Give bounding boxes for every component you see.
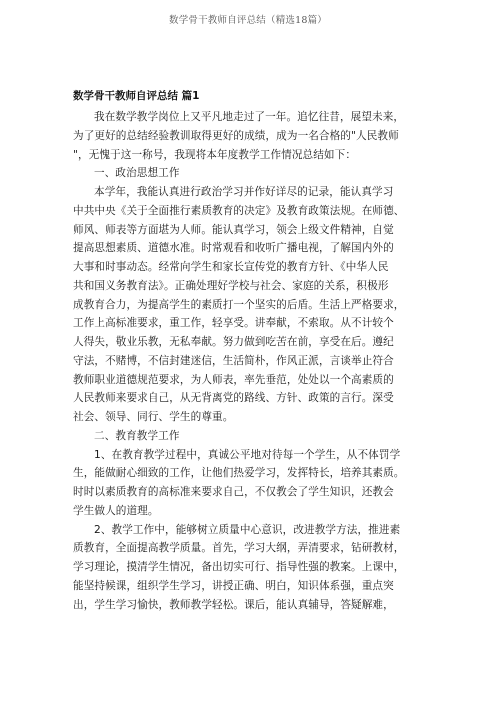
body-line: 师风、师表等方面堪为人师。能认真学习，领会上级文件精神，自觉 [73,223,394,236]
body-line: 教师职业道德规范要求，为人师表，率先垂范，处处以一个高素质的 [73,373,394,386]
document-title: 数学骨干教师自评总结 篇1 [73,90,200,102]
body-line: 工作上高标准要求，重工作，轻享受。讲奉献，不索取。从不计较个 [73,317,394,330]
body-line: 共和国义务教育法》。正确处理好学校与社会、家庭的关系，积极形 [73,279,389,292]
body-line: "，无愧于这一称号，我现将本年度教学工作情况总结如下： [73,148,357,161]
body-line: 学生做人的道理。 [73,504,159,517]
body-line: 一、政治思想工作 [94,167,180,180]
page-header: 数学骨干教师自评总结（精选18篇） [169,15,327,26]
body-line: 学习理论，摸清学生情况，备出切实可行、指导性强的教案。上课中， [73,561,405,573]
body-line: 中共中央《关于全面推行素质教育的决定》及教育政策法规。在师德、 [73,204,405,217]
body-line: 大事和时事动态。经常向学生和家长宣传党的教育方针、《中华人民 [73,261,389,273]
body-line: 1、在教育教学过程中，真诚公平地对待每一个学生，从不体罚学 [94,448,401,461]
body-line: 我在数学教学岗位上又平凡地走过了一年。追忆往昔，展望未来， [94,111,405,123]
body-line: 质教育，全面提高教学质量。首先，学习大纲，弄清要求，钻研教材， [73,542,405,555]
body-line: 人得失，敬业乐教，无私奉献。努力做到吃苦在前，享受在后。遵纪 [73,336,394,348]
body-line: 时时以素质教育的高标准来要求自己，不仅教会了学生知识，还教会 [73,486,394,498]
body-line: 为了更好的总结经验教训取得更好的成绩，成为一名合格的"人民教师 [73,129,399,142]
body-line: 二、教育教学工作 [94,429,180,442]
body-line: 2、教学工作中，能够树立质量中心意识，改进教学方法，推进素 [94,523,401,536]
body-line: 人民教师来要求自己，从无背离党的路线、方针、政策的言行。深受 [73,392,394,405]
body-line: 能坚持候课，组织学生学习，讲授正确、明白，知识体系强，重点突 [73,579,394,592]
body-line: 守法，不赌博，不信封建迷信，生活简朴，作风正派，言谈举止符合 [73,354,394,367]
body-line: 本学年，我能认真进行政治学习并作好详尽的记录，能认真学习 [94,186,394,198]
body-line: 出，学生学习愉快，教师教学轻松。课后，能认真辅导，答疑解难， [73,598,394,611]
body-line: 成教育合力，为提高学生的素质打一个坚实的后盾。生活上严格要求， [73,298,405,311]
body-line: 提高思想素质、道德水准。时常观看和收听广播电视，了解国内外的 [73,242,394,255]
body-line: 生，能做耐心细致的工作，让他们热爱学习，发挥特长，培养其素质。 [73,467,405,480]
document-body [73,108,425,614]
body-line: 社会、领导、同行、学生的尊重。 [73,411,234,423]
